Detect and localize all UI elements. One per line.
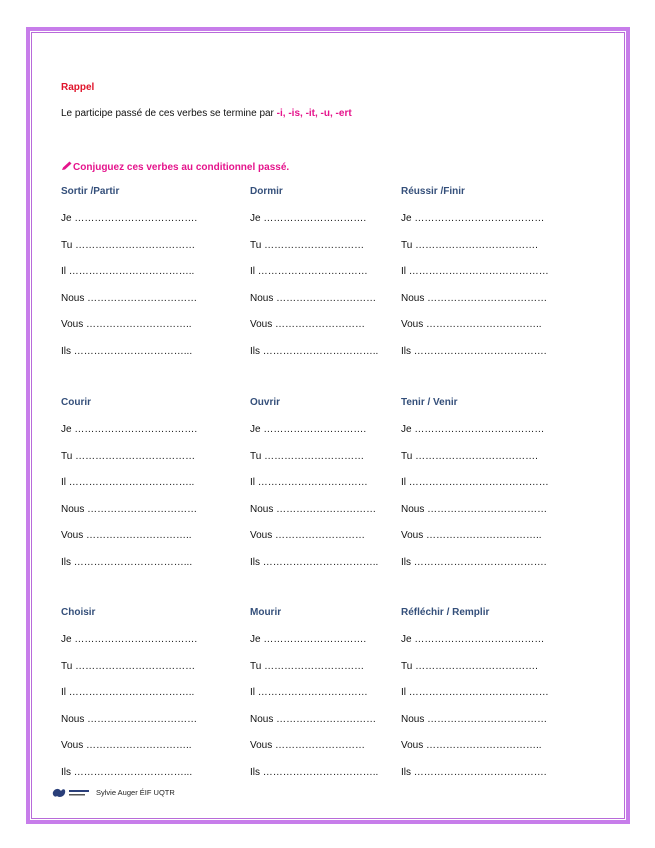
conjugation-line: Vous …………………………….. [401, 319, 542, 330]
conjugation-line: Il ……………………………….. [61, 687, 195, 698]
conjugation-line: Je ………………………………. [61, 634, 198, 645]
conjugation-line: Tu ………………………… [250, 239, 365, 251]
conjugation-line: Vous ………………………….. [61, 319, 192, 330]
footer [52, 786, 175, 800]
conjugation-line: Nous …………………………… [61, 713, 198, 725]
verb-title: Choisir [61, 607, 96, 618]
conjugation-line: Il …………………………………… [401, 687, 549, 698]
conjugation-line: Tu ………………………………. [401, 660, 538, 672]
conjugation-line: Tu ………………………………. [401, 239, 538, 251]
conjugation-line: Tu ……………………………… [61, 450, 196, 462]
verb-title: Dormir [250, 186, 283, 197]
conjugation-line: Tu ………………………………. [401, 450, 538, 462]
conjugation-line: Tu ………………………… [250, 450, 365, 462]
conjugation-line: Nous ………………………… [250, 503, 377, 515]
conjugation-line: Vous ………………………….. [61, 740, 192, 751]
conjugation-line: Vous …………………………….. [401, 740, 542, 751]
conjugation-line: Nous ……………………………… [401, 292, 548, 304]
rappel-heading: Rappel [61, 82, 95, 93]
conjugation-line: Vous ……………………… [250, 319, 366, 330]
conjugation-line: Ils …………………………….. [250, 556, 379, 568]
conjugation-line: Je …………………………. [250, 424, 367, 435]
rule-text: Le participe passé de ces verbes se termine par [61, 108, 277, 119]
conjugation-line: Nous ………………………… [250, 713, 377, 725]
instruction-text: Conjuguez ces verbes au conditionnel passé. [73, 162, 290, 173]
verb-title: Ouvrir [250, 397, 281, 408]
pencil-icon [61, 161, 72, 171]
conjugation-line: Ils …………………………………. [401, 345, 547, 357]
conjugation-line: Il …………………………… [250, 687, 368, 698]
verb-title: Courir [61, 397, 91, 408]
conjugation-line: Je ………………………………. [61, 424, 198, 435]
conjugation-line: Vous ……………………… [250, 740, 366, 751]
footer-credit: Sylvie Auger ÉIF UQTR [96, 787, 175, 797]
conjugation-line: Vous ………………………….. [61, 530, 192, 541]
conjugation-line: Ils …………………………….. [250, 766, 379, 778]
instruction [61, 161, 289, 173]
conjugation-line: Je ………………………………… [401, 213, 545, 224]
conjugation-line: Ils …………………………………. [401, 556, 547, 568]
conjugation-line: Je …………………………. [250, 213, 367, 224]
verb-title: Réfléchir / Remplir [401, 607, 490, 618]
conjugation-line: Tu ……………………………… [61, 660, 196, 672]
conjugation-line: Ils ……………………………... [61, 345, 193, 357]
conjugation-line: Ils ……………………………... [61, 556, 193, 568]
conjugation-line: Ils …………………………….. [250, 345, 379, 357]
conjugation-line: Je ………………………………… [401, 424, 545, 435]
conjugation-line: Tu ………………………… [250, 660, 365, 672]
verb-title: Tenir / Venir [401, 397, 458, 408]
verb-title: Sortir /Partir [61, 186, 120, 197]
verb-title: Mourir [250, 607, 282, 618]
conjugation-line: Nous …………………………… [61, 503, 198, 515]
conjugation-line: Vous …………………………….. [401, 530, 542, 541]
conjugation-line: Il ……………………………….. [61, 477, 195, 488]
conjugation-line: Ils …………………………………. [401, 766, 547, 778]
conjugation-line: Je …………………………. [250, 634, 367, 645]
conjugation-line: Nous ………………………… [250, 292, 377, 304]
conjugation-line: Il …………………………… [250, 477, 368, 488]
conjugation-line: Il …………………………… [250, 266, 368, 277]
uqtr-logo-icon [52, 786, 92, 800]
conjugation-line: Nous ……………………………… [401, 713, 548, 725]
verb-title: Réussir /Finir [401, 186, 465, 197]
conjugation-line: Je ………………………………… [401, 634, 545, 645]
conjugation-line: Vous ……………………… [250, 530, 366, 541]
rule-sentence [61, 108, 352, 119]
conjugation-line: Il …………………………………… [401, 266, 549, 277]
conjugation-line: Il ……………………………….. [61, 266, 195, 277]
conjugation-line: Nous …………………………… [61, 292, 198, 304]
conjugation-line: Il …………………………………… [401, 477, 549, 488]
conjugation-line: Nous ……………………………… [401, 503, 548, 515]
rule-endings: -i, -is, -it, -u, -ert [276, 108, 352, 119]
conjugation-line: Je ………………………………. [61, 213, 198, 224]
conjugation-line: Ils ……………………………... [61, 766, 193, 778]
conjugation-line: Tu ……………………………… [61, 239, 196, 251]
